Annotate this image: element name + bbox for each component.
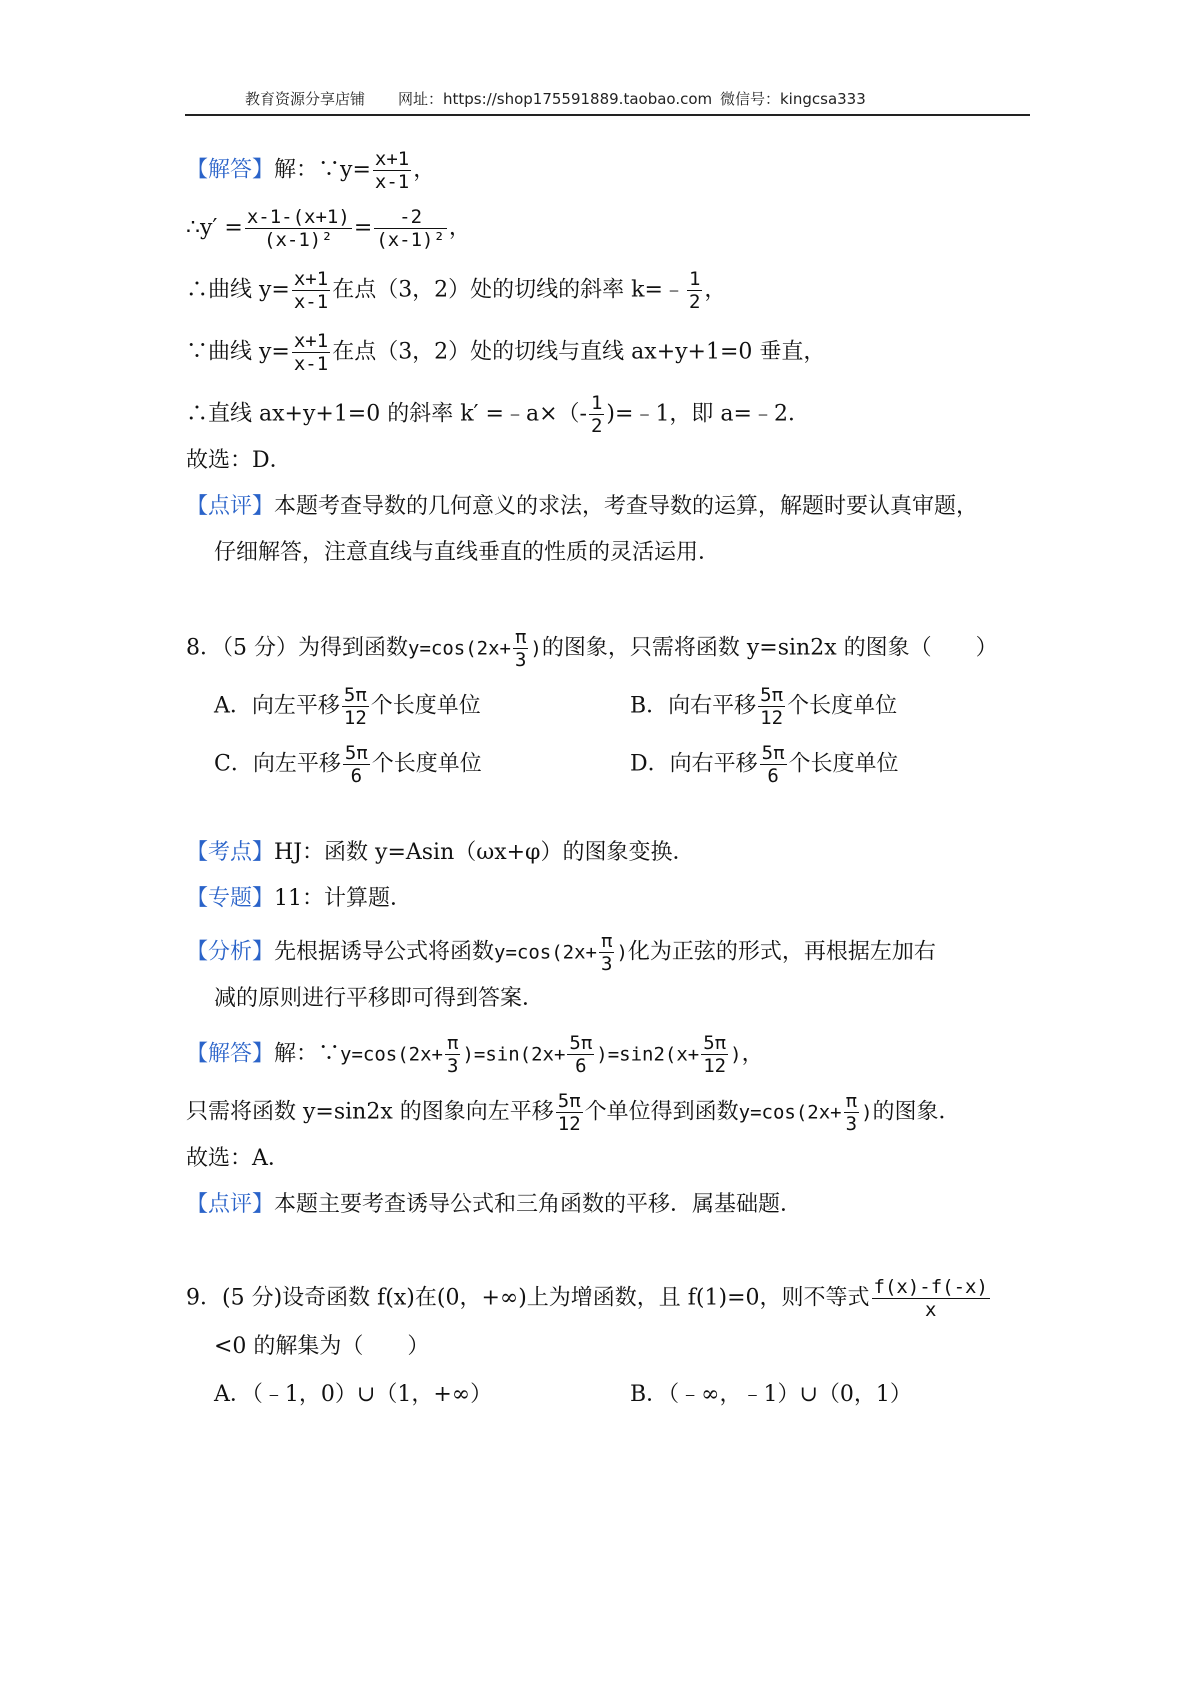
shop-name: 教育资源分享店铺: [245, 90, 366, 108]
q7-comment-line1: 【点评】本题考查导数的几何意义的求法，考查导数的运算，解题时要认真审题，: [186, 494, 979, 519]
q8-analysis-line1: 【分析】先根据诱导公式将函数y=cos(2x+ $\frac{\pi}{3}$ )化为正弦的形式，再根据左加右: [186, 930, 936, 975]
q8-option-a[interactable]: A．向左平移 $\frac{5\pi}{12}$ 个长度单位: [214, 684, 481, 729]
fraction: $\frac{x+1}{x-1}$: [293, 268, 329, 313]
q8-zhuanti: 【专题】11：计算题．: [186, 886, 413, 911]
q8-choice: 故选：A．: [186, 1146, 290, 1171]
q8-option-c[interactable]: C．向左平移 $\frac{5\pi}{6}$ 个长度单位: [214, 742, 482, 787]
fraction: $\frac{x-1-(x+1)}{\text{(x-1)²}}$: [246, 206, 350, 251]
fraction: $\frac{x+1}{x-1}$: [374, 148, 410, 193]
q7-answer-line4: ∵曲线 y= $\frac{x+1}{x-1}$ 在点（3，2）处的切线与直线 ax+y+1=0 垂直，: [186, 330, 826, 375]
fraction: $\frac{-2}{\text{(x-1)²}}$: [376, 206, 445, 251]
q8-kaodian: 【考点】HJ：函数 y=Asin（ωx+φ）的图象变换．: [186, 840, 695, 865]
q7-answer-line5: ∴直线 ax+y+1=0 的斜率 k′ =﹣a×（- $\frac{1}{2}$ )=﹣1，即 a=﹣2．: [186, 392, 810, 437]
q7-comment-line2: 仔细解答，注意直线与直线垂直的性质的灵活运用．: [214, 540, 721, 565]
q7-choice: 故选：D．: [186, 448, 292, 473]
fraction: $\frac{1}{2}$: [590, 392, 603, 437]
wechat-id: 微信号：kingcsa333: [720, 90, 866, 108]
answer-tag: 【解答】: [186, 157, 275, 183]
q7-answer-line2: ∴y′ = $\frac{x-1-(x+1)}{\text{(x-1)²}}$ = $\frac{-2}{\text{(x-1)²}}$ ，: [186, 206, 471, 251]
q8-answer-line1: 【解答】解：∵y=cos(2x+ $\frac{\pi}{3}$ )=sin(2x+ $\frac{5\pi}{6}$ )=sin2(x+ $\frac{5\pi}{12}$ )，: [186, 1032, 764, 1077]
q8-comment: 【点评】本题主要考查诱导公式和三角函数的平移．属基础题．: [186, 1192, 803, 1217]
q7-answer-line1: 【解答】解：∵y= $\frac{x+1}{x-1}$ ，: [186, 148, 436, 193]
shop-url: 网址：https://shop175591889.taobao.com: [398, 90, 713, 108]
fraction: $\frac{\pi}{3}$: [514, 626, 527, 671]
q8-answer-line2: 只需将函数 y=sin2x 的图象向左平移 $\frac{5\pi}{12}$ 个单位得到函数y=cos(2x+ $\frac{\pi}{3}$ )的图象．: [186, 1090, 961, 1135]
page-header: [185, 78, 1030, 116]
q8-analysis-line2: 减的原则进行平移即可得到答案．: [214, 986, 545, 1011]
q8-option-d[interactable]: D．向右平移 $\frac{5\pi}{6}$ 个长度单位: [630, 742, 899, 787]
fraction: $\frac{1}{2}$: [688, 268, 701, 313]
q9-stem-line2: <0 的解集为（ ）: [214, 1334, 430, 1359]
q9-option-b[interactable]: B．（﹣∞，﹣1）∪（0，1）: [630, 1382, 912, 1407]
q9-option-a[interactable]: A．（﹣1，0）∪（1，+∞）: [214, 1382, 493, 1407]
fraction: $\frac{x+1}{x-1}$: [293, 330, 329, 375]
q7-answer-line3: ∴曲线 y= $\frac{x+1}{x-1}$ 在点（3，2）处的切线的斜率 k=﹣ $\frac{1}{2}$ ，: [186, 268, 727, 313]
q8-option-b[interactable]: B．向右平移 $\frac{5\pi}{12}$ 个长度单位: [630, 684, 898, 729]
comment-tag: 【点评】: [186, 494, 275, 519]
q8-stem: 8．（5 分）为得到函数y=cos(2x+ $\frac{\pi}{3}$ )的图象，只需将函数 y=sin2x 的图象（ ）: [186, 626, 998, 671]
q9-stem: 9．(5 分)设奇函数 f(x)在(0，+∞)上为增函数，且 f(1)=0，则不等式 $\frac{f(x)-f(-x)}{x}$: [186, 1276, 988, 1321]
